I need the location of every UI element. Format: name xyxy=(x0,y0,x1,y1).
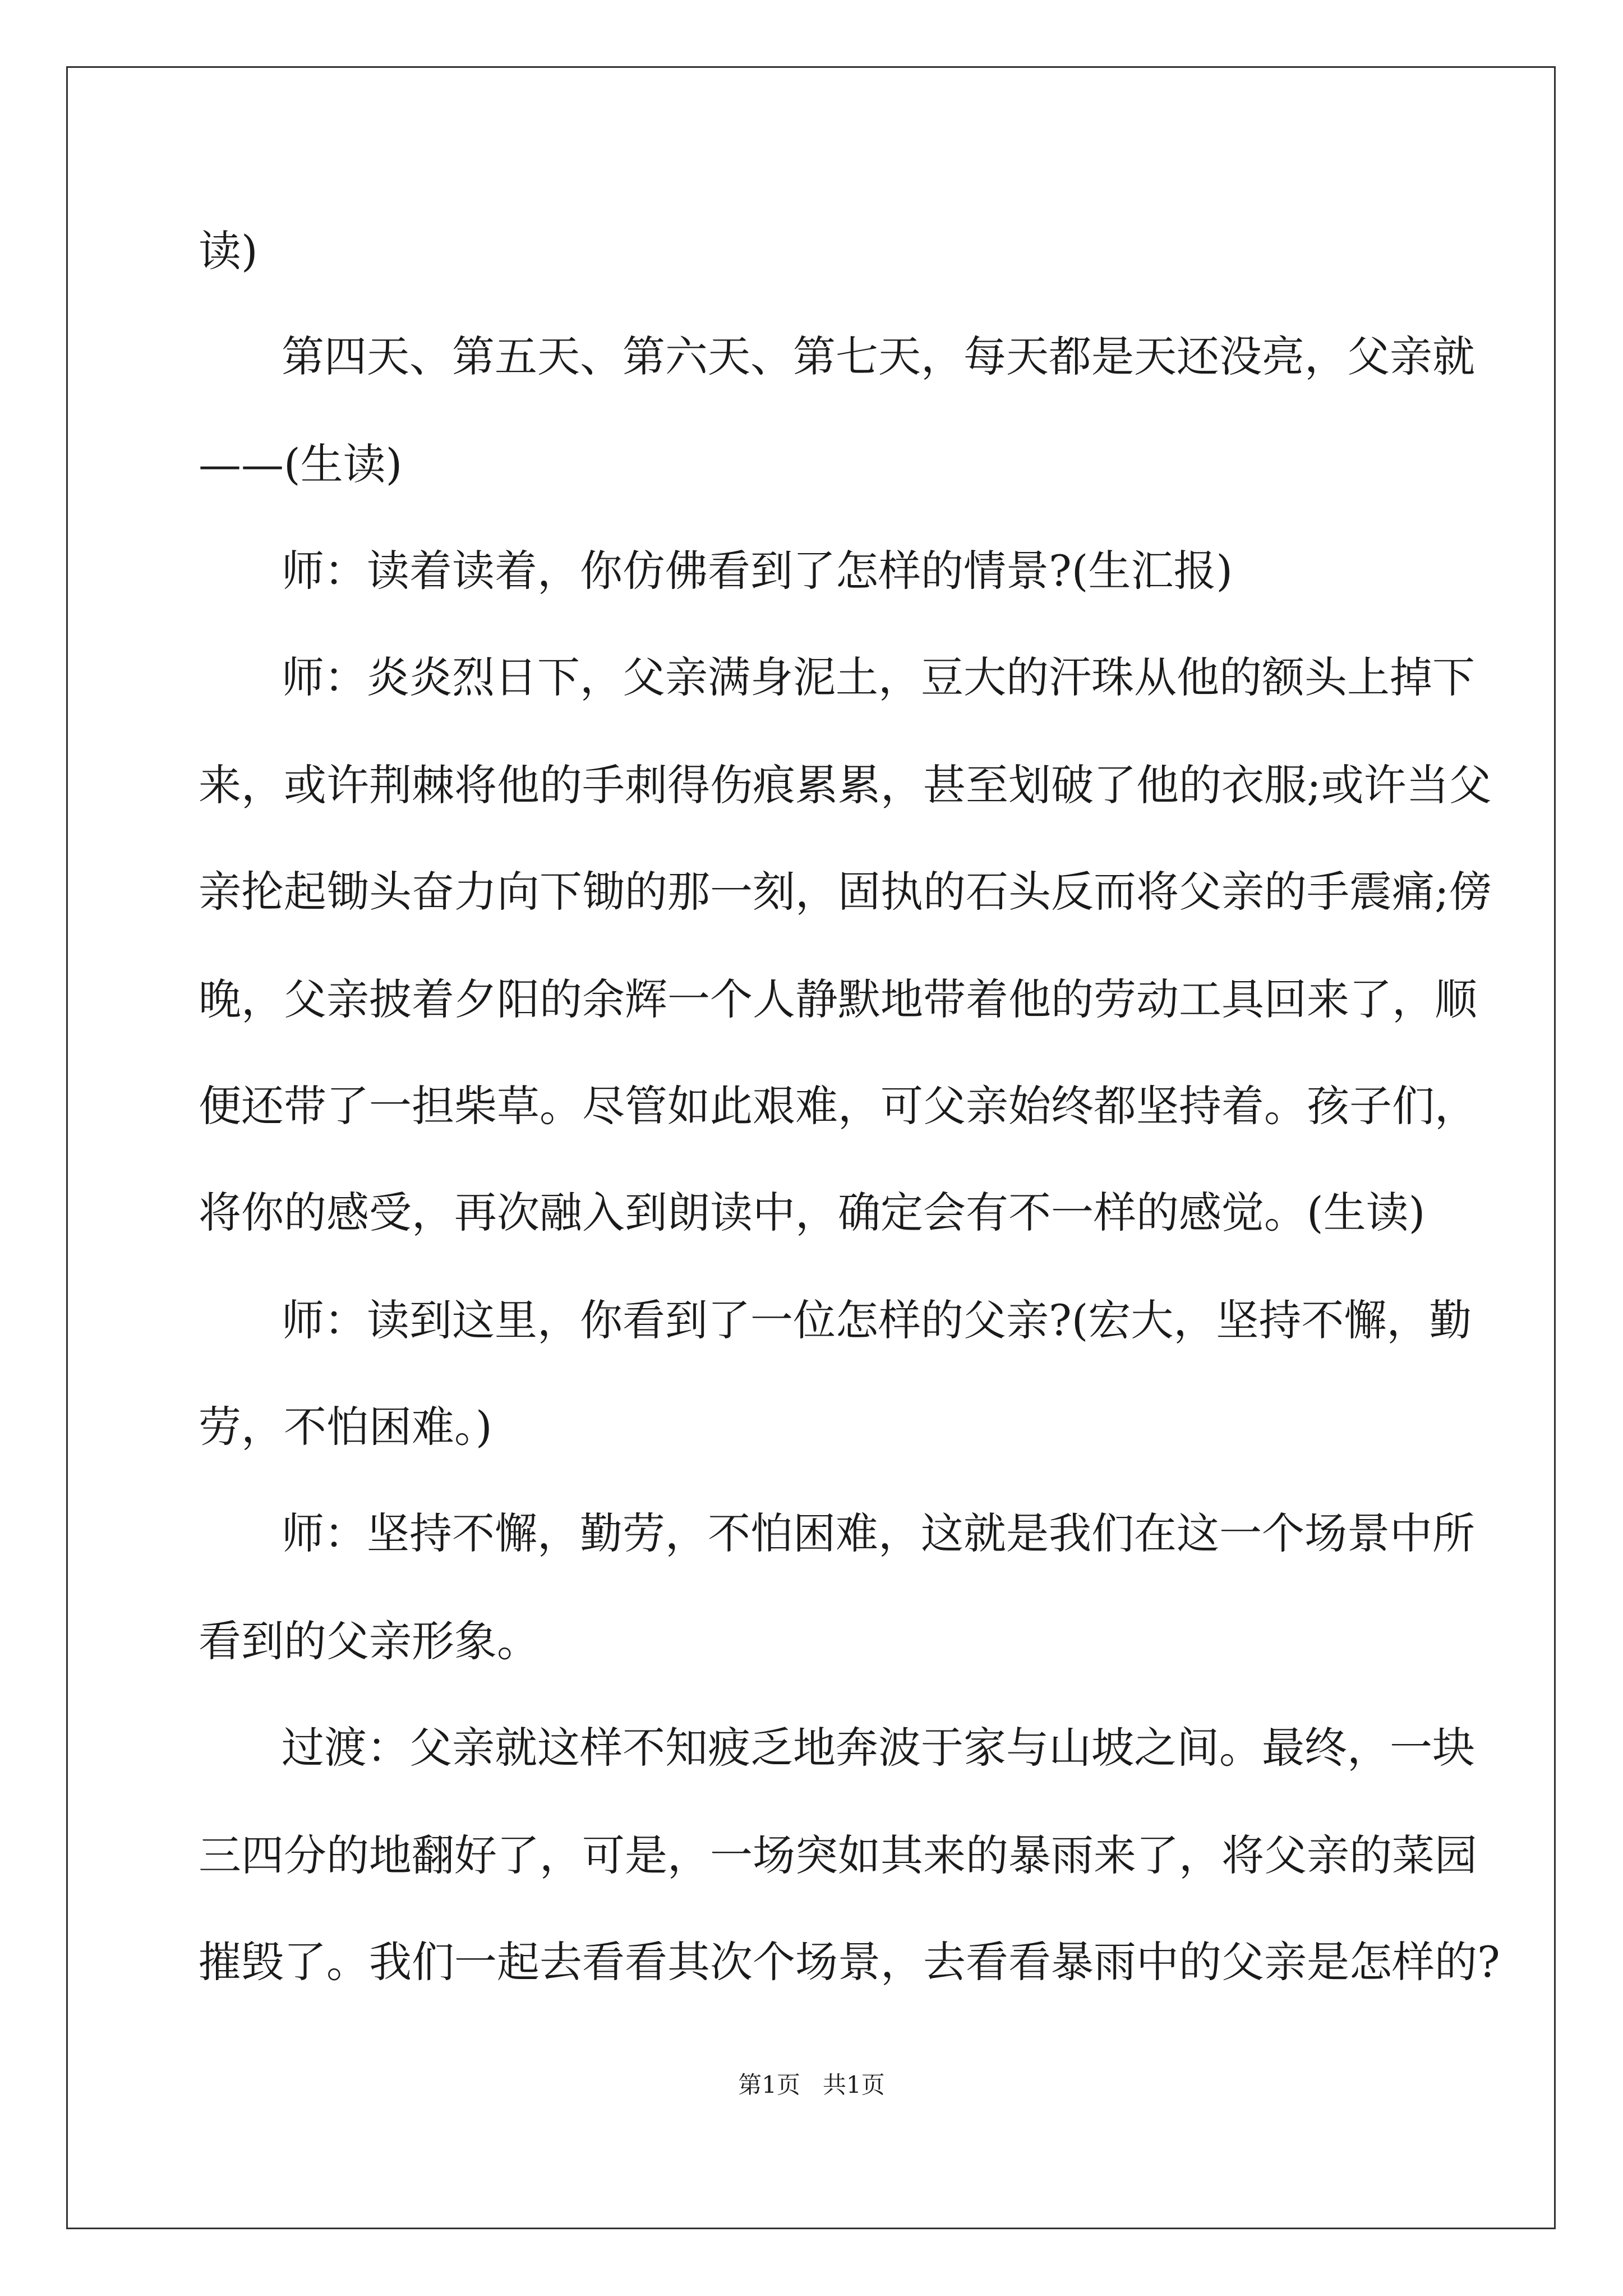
text-line-4: 师：读着读着，你仿佛看到了怎样的情景?(生汇报) xyxy=(282,546,1233,596)
text-line-5: 师：炎炎烈日下，父亲满身泥土，豆大的汗珠从他的额头上掉下 xyxy=(282,652,1475,702)
text-line-8: 晚，父亲披着夕阳的余辉一个人静默地带着他的劳动工具回来了，顺 xyxy=(199,974,1477,1024)
text-line-14: 看到的父亲形象。 xyxy=(199,1616,540,1666)
text-line-12: 劳，不怕困难。) xyxy=(199,1402,492,1452)
text-line-11: 师：读到这里，你看到了一位怎样的父亲?(宏大，坚持不懈，勤 xyxy=(282,1295,1472,1345)
text-line-13: 师：坚持不懈，勤劳，不怕困难，这就是我们在这一个场景中所 xyxy=(282,1508,1475,1558)
text-line-1: 读) xyxy=(199,226,258,276)
text-line-10: 将你的感受，再次融入到朗读中，确定会有不一样的感觉。(生读) xyxy=(199,1188,1426,1237)
text-line-7: 亲抡起锄头奋力向下锄的那一刻，固执的石头反而将父亲的手震痛;傍 xyxy=(199,867,1492,917)
text-line-6: 来，或许荆棘将他的手刺得伤痕累累，甚至划破了他的衣服;或许当父 xyxy=(199,760,1492,810)
text-line-2: 第四天、第五天、第六天、第七天，每天都是天还没亮，父亲就 xyxy=(282,332,1475,381)
text-line-9: 便还带了一担柴草。尽管如此艰难，可父亲始终都坚持着。孩子们， xyxy=(199,1081,1477,1131)
page-border xyxy=(66,66,1556,2229)
page-footer: 第1页 共1页 xyxy=(738,2071,885,2099)
text-line-3: ——(生读) xyxy=(199,439,403,489)
text-line-17: 摧毁了。我们一起去看看其次个场景，去看看暴雨中的父亲是怎样的? xyxy=(199,1937,1500,1987)
text-line-15: 过渡：父亲就这样不知疲乏地奔波于家与山坡之间。最终，一块 xyxy=(282,1723,1475,1773)
text-line-16: 三四分的地翻好了，可是，一场突如其来的暴雨来了，将父亲的菜园 xyxy=(199,1830,1477,1880)
